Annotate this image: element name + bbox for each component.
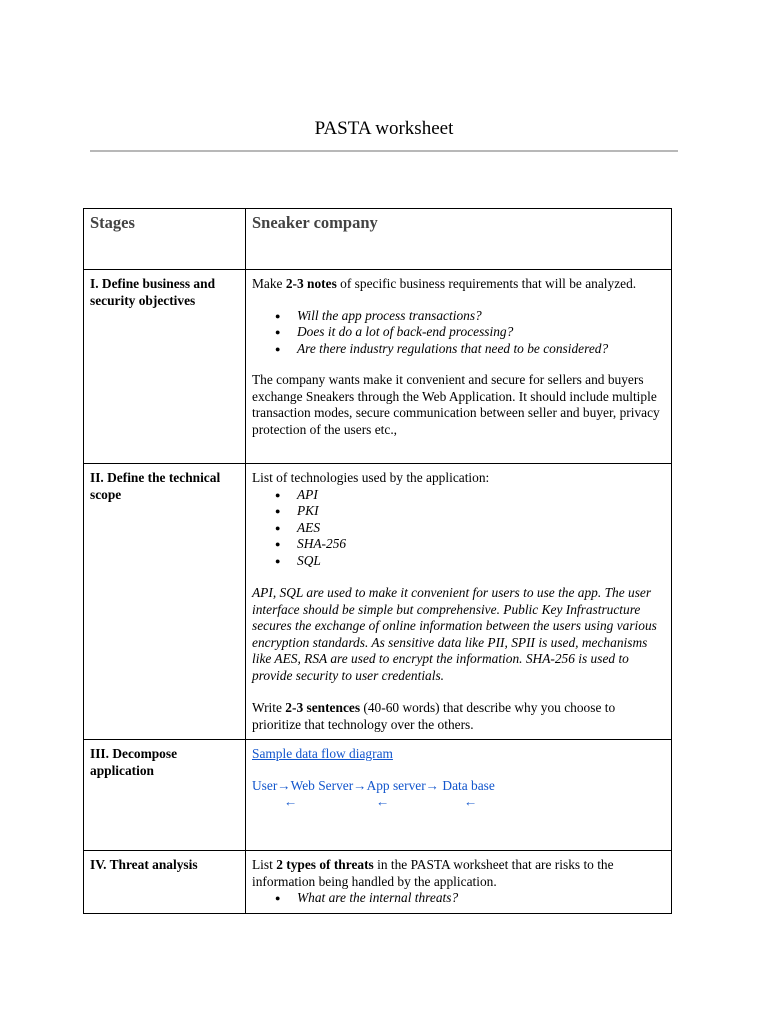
stage-1-label: I. Define business and security objectives [84,270,246,464]
table-row [84,464,672,740]
stage-1-intro: Make 2-3 notes of specific business requirements that will be analyzed. [252,276,637,291]
header-stages-cell [84,209,246,270]
header-company-cell [246,209,672,270]
list-item: ● SHA-256 [297,536,665,553]
stage-1-content [246,270,672,464]
table-row [84,270,672,464]
title-divider [90,150,678,152]
table-header-row [84,209,672,270]
pasta-worksheet-table [83,208,672,914]
data-flow-text: User→Web Server→App server→ Data base [252,777,495,793]
list-item: ● Will the app process transactions? [297,308,665,325]
list-item: ● PKI [297,503,665,520]
stage-2-label: II. Define the technical scope [84,464,246,740]
left-arrow-icon: ← [284,794,298,809]
stage-1-answer: The company wants make it convenient and secure for sellers and buyers exchange Sneakers through the Web Application. It should include multiple transaction modes, secure communication between seller and buyer, privacy protection of the users etc., [252,372,660,437]
stage-2-answer: API, SQL are used to make it convenient for users to use the app. The user interface should be simple but comprehensive. Public Key Infrastructure secures the exchange of online information between the users using various encryption standards. As sensitive data like PII, SPII is used, mechanisms like AES, RSA are used to encrypt the information. SHA-256 is used to provide security to user credentials. [252,585,657,683]
stage-1-intro-bold: 2-3 notes [285,276,337,291]
header-sneaker-company: Sneaker company [252,213,378,232]
left-arrow-icon: ← [376,794,390,809]
data-flow-return-arrows [252,794,665,810]
list-item: ● SQL [297,553,665,570]
stage-2-write-bold: 2-3 sentences [285,700,361,715]
stage-4-intro: List 2 types of threats in the PASTA worksheet that are risks to the information being handled by the application. [252,857,614,889]
stage-4-label: IV. Threat analysis [84,851,246,914]
stage-2-intro: List of technologies used by the application: [252,470,490,485]
list-item: ● Are there industry regulations that need to be considered? [297,341,665,358]
stage-3-content [246,740,672,851]
list-item: ● Does it do a lot of back-end processing? [297,324,665,341]
stage-1-bullets [252,308,665,358]
stage-4-intro-bold: 2 types of threats [276,857,374,872]
header-stages: Stages [90,213,135,232]
stage-4-bullets [252,890,665,907]
list-item: ● What are the internal threats? [297,890,665,907]
table-row [84,740,672,851]
page-title: PASTA worksheet [314,118,454,139]
table-row [84,851,672,914]
stage-3-label: III. Decompose application [84,740,246,851]
list-item: ● AES [297,520,665,537]
sample-data-flow-diagram-link[interactable]: Sample data flow diagram [252,746,393,761]
stage-2-write-instruction: Write 2-3 sentences (40-60 words) that describe why you choose to prioritize that technology over the others. [252,700,616,732]
left-arrow-icon: ← [464,794,478,809]
stage-4-content [246,851,672,914]
stage-2-bullets [252,487,665,570]
stage-2-content [246,464,672,740]
list-item: ● API [297,487,665,504]
